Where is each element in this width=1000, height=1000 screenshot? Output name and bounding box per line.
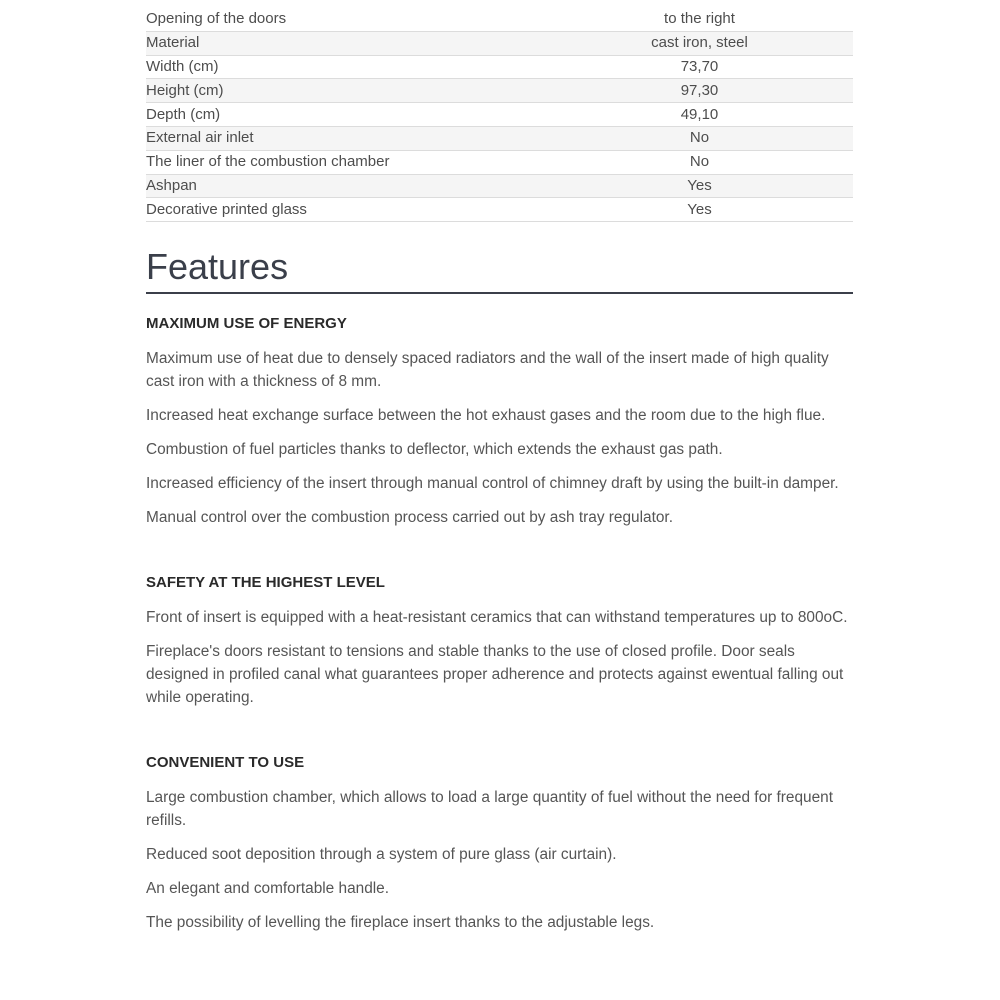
feature-section-energy	[146, 314, 853, 529]
feature-paragraph: Increased efficiency of the insert through manual control of chimney draft by using the built-in damper.	[146, 475, 839, 493]
feature-paragraph: An elegant and comfortable handle.	[146, 880, 390, 898]
spec-row	[146, 31, 853, 55]
feature-paragraph: Reduced soot deposition through a system of pure glass (air curtain).	[146, 846, 617, 864]
spec-value: Yes	[687, 200, 712, 218]
spec-row	[146, 150, 853, 174]
spec-label: Depth (cm)	[146, 105, 221, 123]
feature-paragraph: The possibility of levelling the fireplace insert thanks to the adjustable legs.	[146, 914, 655, 932]
spec-row	[146, 79, 853, 103]
spec-value: Yes	[687, 176, 712, 194]
spec-label: External air inlet	[146, 129, 254, 147]
section-title: CONVENIENT TO USE	[146, 754, 305, 772]
spec-row	[146, 55, 853, 79]
feature-paragraph: Front of insert is equipped with a heat-resistant ceramics that can withstand temperatures up to 800oC.	[146, 609, 848, 627]
spec-value: No	[689, 129, 710, 147]
spec-label: Width (cm)	[146, 57, 219, 75]
spec-row	[146, 174, 853, 198]
spec-row	[146, 198, 853, 222]
spec-label: Ashpan	[146, 176, 197, 194]
feature-paragraph: Maximum use of heat due to densely spaced radiators and the wall of the insert made of high quality cast iron with a thickness of 8 mm.	[146, 350, 829, 391]
feature-paragraph: Increased heat exchange surface between the hot exhaust gases and the room due to the high flue.	[146, 407, 826, 425]
spec-value: 49,10	[680, 105, 719, 123]
spec-label: Height (cm)	[146, 81, 224, 99]
spec-label: The liner of the combustion chamber	[146, 153, 390, 171]
spec-row	[146, 8, 853, 31]
feature-paragraph: Combustion of fuel particles thanks to deflector, which extends the exhaust gas path.	[146, 441, 723, 459]
feature-paragraph: Manual control over the combustion process carried out by ash tray regulator.	[146, 509, 673, 527]
page-content	[146, 0, 853, 934]
spec-row	[146, 126, 853, 150]
spec-label: Opening of the doors	[146, 10, 287, 28]
specifications-table	[146, 8, 853, 222]
feature-section-safety	[146, 573, 853, 709]
features-heading: Features	[146, 246, 289, 288]
spec-value: No	[689, 153, 710, 171]
spec-row	[146, 103, 853, 127]
features-divider	[146, 292, 853, 294]
spec-value: 97,30	[680, 81, 719, 99]
section-title: MAXIMUM USE OF ENERGY	[146, 315, 347, 333]
spec-value: cast iron, steel	[651, 34, 748, 52]
feature-paragraph: Large combustion chamber, which allows to load a large quantity of fuel without the need for frequent refills.	[146, 789, 834, 830]
section-title: SAFETY AT THE HIGHEST LEVEL	[146, 574, 385, 592]
spec-label: Decorative printed glass	[146, 200, 307, 218]
feature-section-convenience	[146, 753, 853, 934]
spec-label: Material	[146, 34, 200, 52]
feature-paragraph: Fireplace's doors resistant to tensions and stable thanks to the use of closed profile. Door seals designed in profiled canal what guarantees proper adherence and protects against ewentual falling out while operating.	[146, 643, 844, 707]
spec-value: to the right	[664, 10, 735, 28]
spec-value: 73,70	[680, 57, 719, 75]
